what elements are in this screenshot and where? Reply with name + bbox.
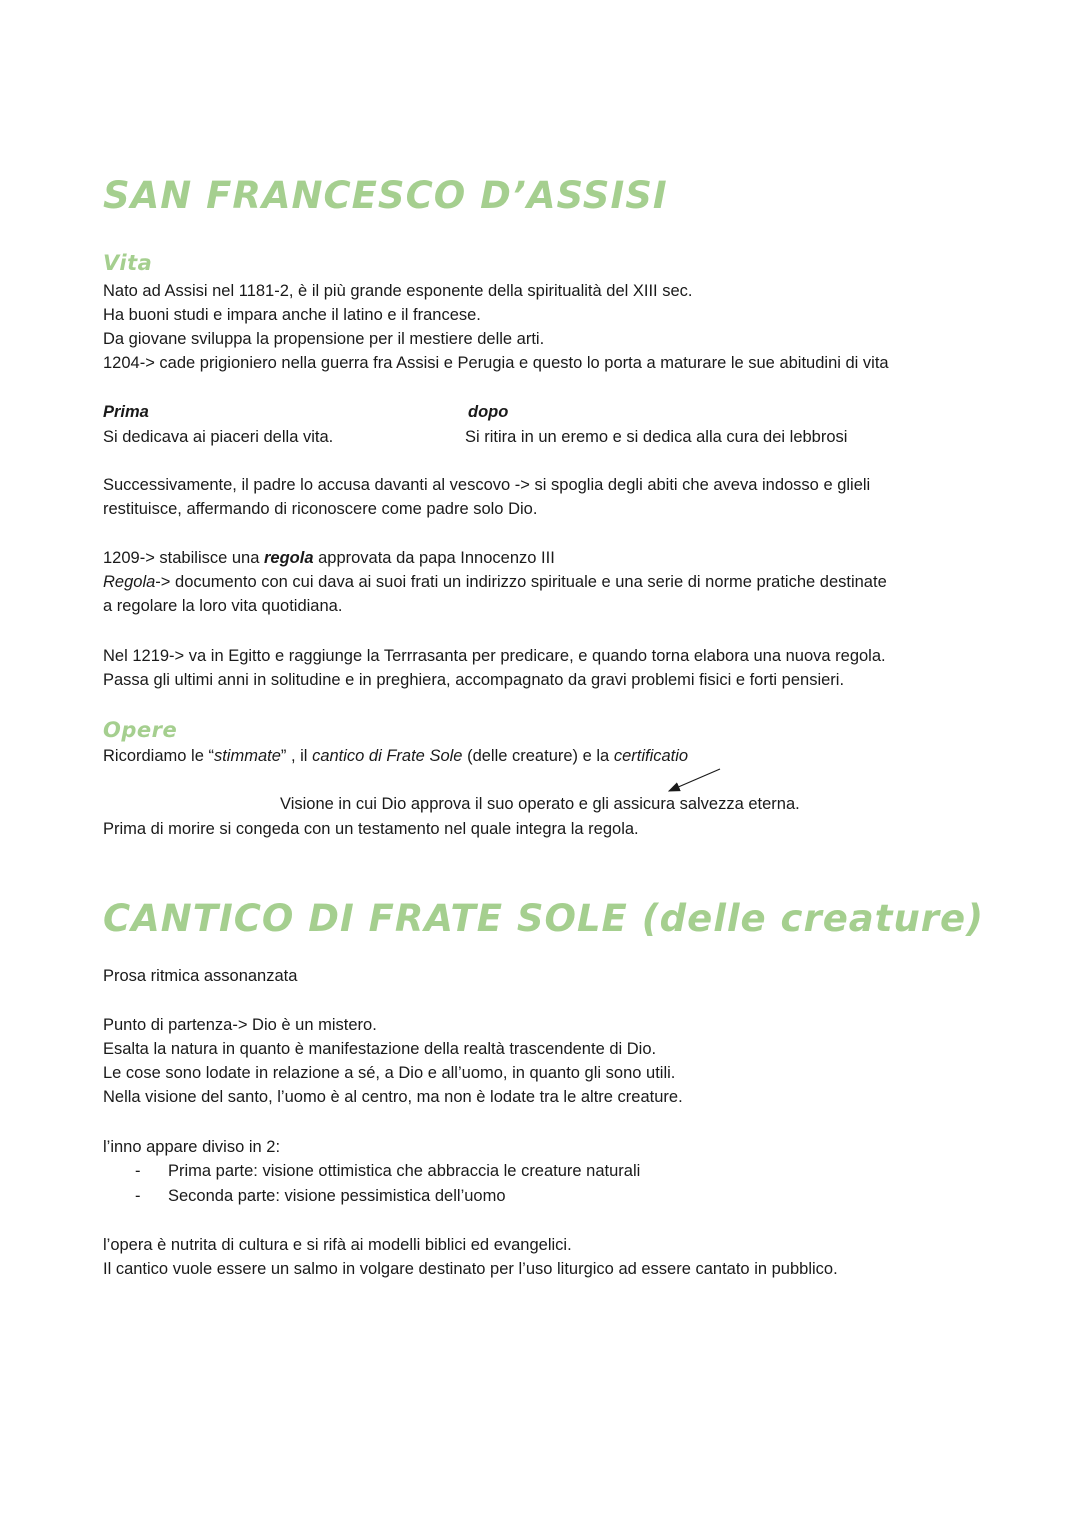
closing-line: Il cantico vuole essere un salmo in volgare destinato per l’uso liturgico ad essere cantato in pubblico. [103, 1260, 838, 1278]
vita-heading: Vita [103, 251, 153, 275]
list-item-text: Seconda parte: visione pessimistica dell’uomo [168, 1187, 506, 1205]
vita-line: 1204-> cade prigioniero nella guerra fra Assisi e Perugia e questo lo porta a maturare le sue abitudini di vita [103, 354, 889, 372]
arrow-icon [103, 0, 1003, 900]
paragraph-line: Successivamente, il padre lo accusa davanti al vescovo -> si spoglia degli abiti che aveva indosso e glieli [103, 476, 871, 494]
list-item-text: Prima parte: visione ottimistica che abbraccia le creature naturali [168, 1162, 641, 1180]
opere-line: Ricordiamo le “stimmate” , il cantico di Frate Sole (delle creature) e la certificatio [103, 747, 689, 765]
inno-intro: l’inno appare diviso in 2: [103, 1138, 281, 1156]
prima-heading: Prima [103, 403, 149, 421]
paragraph-line: Passa gli ultimi anni in solitudine e in preghiera, accompagnato da gravi problemi fisici e forti pensieri. [103, 671, 845, 689]
testamento-line: Prima di morire si congeda con un testamento nel quale integra la regola. [103, 820, 639, 838]
visione-line: Visione in cui Dio approva il suo operato e gli assicura salvezza eterna. [280, 795, 800, 813]
dopo-heading: dopo [468, 403, 509, 421]
paragraph-line: Nel 1219-> va in Egitto e raggiunge la Terrrasanta per predicare, e quando torna elabora una nuova regola. [103, 647, 886, 665]
paragraph-line: Nella visione del santo, l’uomo è al centro, ma non è lodate tra le altre creature. [103, 1088, 683, 1106]
paragraph-line: Le cose sono lodate in relazione a sé, a Dio e all’uomo, in quanto gli sono utili. [103, 1064, 676, 1082]
main-title: SAN FRANCESCO D’ASSISI [103, 174, 668, 217]
opere-heading: Opere [103, 718, 178, 742]
vita-line: Nato ad Assisi nel 1181-2, è il più grande esponente della spiritualità del XIII sec. [103, 282, 693, 300]
paragraph-line: Punto di partenza-> Dio è un mistero. [103, 1016, 377, 1034]
vita-line: Ha buoni studi e impara anche il latino e il francese. [103, 306, 481, 324]
list-dash: - [135, 1162, 141, 1180]
cantico-title: CANTICO DI FRATE SOLE (delle creature) [103, 897, 985, 940]
dopo-text: Si ritira in un eremo e si dedica alla cura dei lebbrosi [465, 428, 848, 446]
paragraph-line: Esalta la natura in quanto è manifestazione della realtà trascendente di Dio. [103, 1040, 657, 1058]
list-dash: - [135, 1187, 141, 1205]
vita-line: Da giovane sviluppa la propensione per il mestiere delle arti. [103, 330, 545, 348]
regola-definition: a regolare la loro vita quotidiana. [103, 597, 343, 615]
regola-line: 1209-> stabilisce una regola approvata da papa Innocenzo III [103, 549, 555, 567]
regola-bold: regola [263, 549, 314, 567]
prima-text: Si dedicava ai piaceri della vita. [103, 428, 334, 446]
prosa-line: Prosa ritmica assonanzata [103, 967, 298, 985]
closing-line: l’opera è nutrita di cultura e si rifà ai modelli biblici ed evangelici. [103, 1236, 572, 1254]
regola-definition: Regola-> documento con cui dava ai suoi frati un indirizzo spirituale e una serie di norme pratiche destinate [103, 573, 887, 591]
certificatio-term: certificatio [613, 747, 689, 765]
paragraph-line: restituisce, affermando di riconoscere come padre solo Dio. [103, 500, 538, 518]
